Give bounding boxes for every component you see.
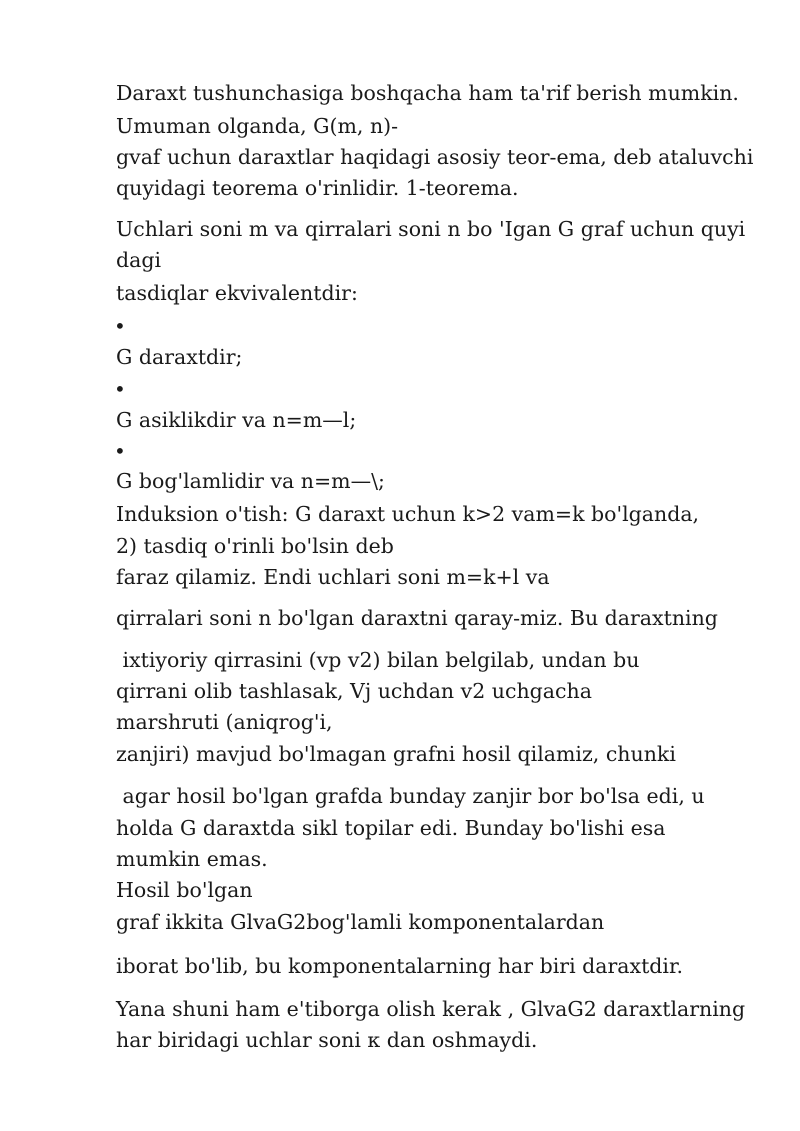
text-line: qirrani olib tashlasak, Vj uchdan v2 uchgacha xyxy=(116,679,592,703)
text-line: har biridagi uchlar soni к dan oshmaydi. xyxy=(116,1028,538,1052)
bullet-icon: • xyxy=(114,377,126,401)
text-line: iborat bo'lib, bu komponentalarning har biri daraxtdir. xyxy=(116,954,684,978)
text-line: Induksion o'tish: G daraxt uchun k>2 vam=k bo'lganda, xyxy=(116,502,700,526)
text-line: Hosil bo'lgan xyxy=(116,878,253,902)
text-line: tasdiqlar ekvivalentdir: xyxy=(116,281,358,305)
bullet-icon: • xyxy=(114,439,126,463)
text-line: Uchlari soni m va qirralari soni n bo 'Igan G graf uchun quyi xyxy=(116,217,746,241)
text-line: qirralari soni n bo'lgan daraxtni qaray-miz. Bu daraxtning xyxy=(116,606,718,630)
text-line: faraz qilamiz. Endi uchlari soni m=k+l va xyxy=(116,565,550,589)
text-line: graf ikkita GlvaG2bog'lamli komponentalardan xyxy=(116,910,605,934)
text-line: marshruti (aniqrog'i, xyxy=(116,710,333,734)
text-line: agar hosil bo'lgan grafda bunday zanjir bor bo'lsa edi, u xyxy=(116,784,705,808)
text-line: Umuman olganda, G(m, n)- xyxy=(116,114,399,138)
bullet-icon: • xyxy=(114,314,126,338)
list-item: G bog'lamlidir va n=m—\; xyxy=(116,469,385,493)
text-line: gvaf uchun daraxtlar haqidagi asosiy teor-ema, deb ataluvchi xyxy=(116,145,754,169)
text-line: Daraxt tushunchasiga boshqacha ham ta'rif berish mumkin. xyxy=(116,81,739,105)
text-line: dagi xyxy=(116,248,162,272)
text-line: 2) tasdiq o'rinli bo'lsin deb xyxy=(116,534,394,558)
text-line: zanjiri) mavjud bo'lmagan grafni hosil qilamiz, chunki xyxy=(116,742,676,766)
list-item: G asiklikdir va n=m—l; xyxy=(116,408,357,432)
text-line: Yana shuni ham e'tiborga olish kerak , GlvaG2 daraxtlarning xyxy=(116,997,746,1021)
text-line: ixtiyoriy qirrasini (vp v2) bilan belgilab, undan bu xyxy=(116,648,640,672)
text-line: mumkin emas. xyxy=(116,847,268,871)
text-line: holda G daraxtda sikl topilar edi. Bunday bo'lishi esa xyxy=(116,816,666,840)
list-item: G daraxtdir; xyxy=(116,345,243,369)
text-line: quyidagi teorema o'rinlidir. 1-teorema. xyxy=(116,176,519,200)
